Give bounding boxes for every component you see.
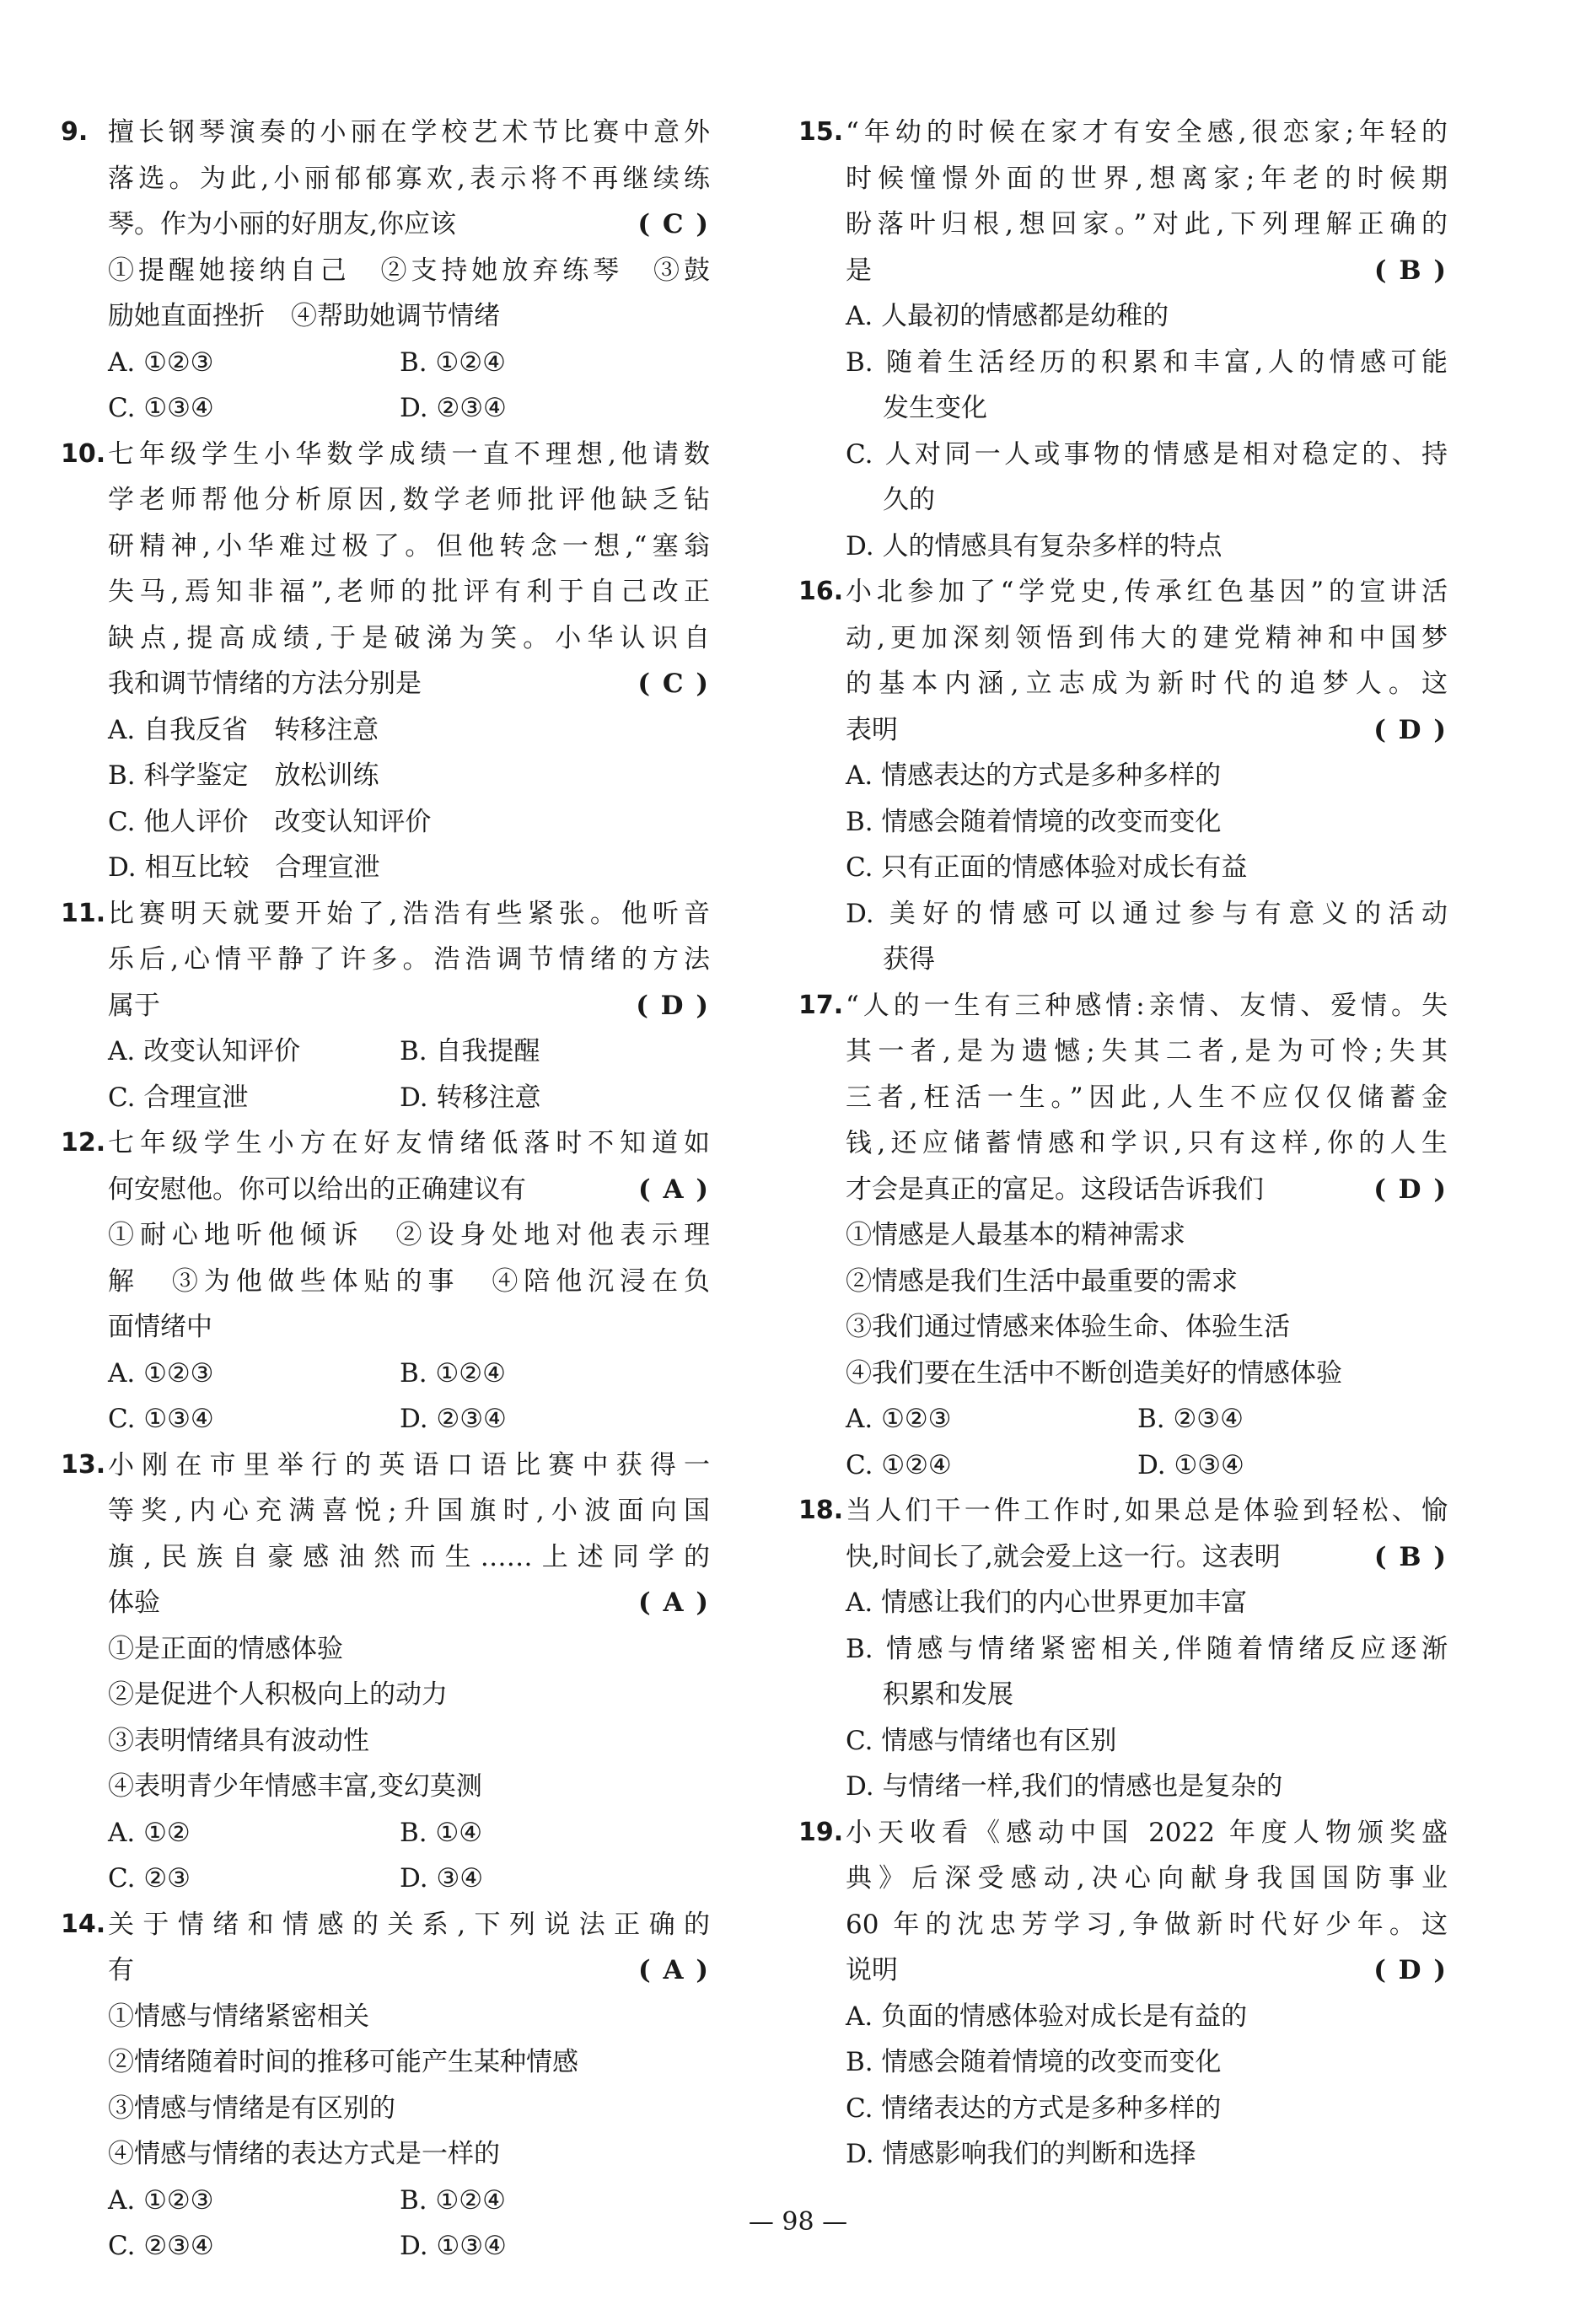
answer-mark: ( D ): [1373, 714, 1448, 745]
question-number: 9.: [61, 117, 89, 147]
question-stem-line: [798, 1947, 1448, 1994]
statement-line: ①提醒她接纳自己 ②支持她放弃练琴 ③鼓: [108, 255, 710, 286]
statement-line: ④表明青少年情感丰富,变幻莫测: [108, 1771, 482, 1802]
stem-text: 小刚在市里举行的英语口语比赛中获得一: [108, 1449, 710, 1480]
answer-mark: ( A ): [638, 1587, 710, 1618]
statement-line: 解 ③为他做些体贴的事 ④陪他沉浸在负: [108, 1265, 710, 1297]
option-line: 获得: [883, 944, 935, 975]
statement-line: ①耐心地听他倾诉 ②设身处地对他表示理: [108, 1220, 710, 1250]
options-row: [61, 1075, 710, 1121]
stem-text: 我和调节情绪的方法分别是: [108, 669, 422, 699]
statement-line: ②情绪随着时间的推移可能产生某种情感: [108, 2047, 578, 2077]
question: [61, 891, 710, 1121]
question-number: 16.: [798, 577, 844, 606]
option-line: C. 人对同一人或事物的情感是相对稳定的、持: [846, 438, 1448, 470]
question-number: 11.: [61, 898, 106, 928]
stem-text: 擅长钢琴演奏的小丽在学校艺术节比赛中意外: [108, 117, 710, 148]
question: [798, 110, 1448, 569]
question-stem-line: [798, 1902, 1448, 1948]
question-stem-line: [61, 661, 710, 707]
question-stem-line: [61, 983, 710, 1029]
option: D. ①③④: [400, 2231, 507, 2261]
option-line: B. 情感会随着情境的改变而变化: [846, 2047, 1222, 2077]
options-row: [798, 1442, 1448, 1489]
question-number: 19.: [798, 1817, 844, 1847]
option-line: B. 情感与情绪紧密相关,伴随着情绪反应逐渐: [846, 1633, 1448, 1664]
answer-mark: ( A ): [638, 1955, 710, 1985]
option-line: D. 与情绪一样,我们的情感也是复杂的: [846, 1771, 1283, 1802]
option: A. ①②: [108, 1817, 191, 1848]
question-stem-line: [61, 1947, 710, 1994]
stem-text: 当人们干一件工作时,如果总是体验到轻松、愉: [846, 1496, 1448, 1526]
options-row: [61, 1351, 710, 1397]
option: C. 合理宣泄: [108, 1082, 249, 1113]
question-stem-line: [798, 983, 1448, 1029]
question-stem-line: [798, 615, 1448, 662]
option: A. ①②③: [846, 1404, 952, 1434]
question: [61, 110, 710, 432]
question-stem-line: [61, 615, 710, 662]
option-line: A. 自我反省 转移注意: [108, 714, 379, 745]
question-stem-line: [61, 891, 710, 937]
question-stem-line: [798, 661, 1448, 707]
question-number: 18.: [798, 1496, 844, 1525]
option-line: A. 负面的情感体验对成长是有益的: [846, 2001, 1248, 2032]
stem-text: 时候憧憬外面的世界,想离家;年老的时候期: [846, 163, 1448, 194]
stem-text: “人的一生有三种感情:亲情、友情、爱情。失: [846, 990, 1448, 1021]
option: A. 改变认知评价: [108, 1036, 301, 1066]
option: D. ③④: [400, 1863, 484, 1894]
options-row: [798, 1396, 1448, 1442]
question: [798, 569, 1448, 983]
options-row: [61, 1810, 710, 1856]
statement-line: ③表明情绪具有波动性: [108, 1725, 369, 1756]
stem-text: 小天收看《感动中国 2022 年度人物颁奖盛: [846, 1817, 1448, 1848]
statement-line: ①情感与情绪紧密相关: [108, 2001, 369, 2032]
question-stem-line: [798, 1167, 1448, 1213]
stem-text: 钱,还应储蓄情感和学识,只有这样,你的人生: [846, 1128, 1448, 1158]
options-row: [61, 385, 710, 432]
option-line: A. 人最初的情感都是幼稚的: [846, 301, 1169, 331]
question-stem-line: [798, 1120, 1448, 1167]
question-stem-line: [798, 1075, 1448, 1121]
answer-mark: ( B ): [1373, 1541, 1448, 1572]
options-row: [61, 1396, 710, 1442]
question-stem-line: [61, 569, 710, 615]
option-line: D. 相互比较 合理宣泄: [108, 852, 380, 883]
question: [798, 1810, 1448, 2178]
option-line: C. 情绪表达的方式是多种多样的: [846, 2092, 1222, 2124]
stem-text: 研精神,小华难过极了。但他转念一想,“塞翁: [108, 530, 710, 561]
stem-text: 动,更加深刻领悟到伟大的建党精神和中国梦: [846, 622, 1448, 653]
question-number: 10.: [61, 438, 106, 469]
stem-text: 七年级学生小华数学成绩一直不理想,他请数: [108, 438, 710, 470]
question-stem-line: [798, 110, 1448, 156]
stem-text: “年幼的时候在家才有安全感,很恋家;年轻的: [846, 117, 1448, 148]
question-stem-line: [798, 1534, 1448, 1581]
question: [61, 1442, 710, 1902]
stem-text: 学老师帮他分析原因,数学老师批评他缺乏钻: [108, 485, 710, 515]
option-line: C. 只有正面的情感体验对成长有益: [846, 852, 1248, 883]
stem-text: 表明: [846, 714, 898, 745]
answer-mark: ( A ): [638, 1174, 710, 1205]
stem-text: 缺点,提高成绩,于是破涕为笑。小华认识自: [108, 622, 710, 653]
option: B. ①②④: [400, 346, 506, 378]
stem-text: 属于: [108, 990, 160, 1021]
option: C. ②③④: [108, 2231, 214, 2261]
question: [61, 1120, 710, 1442]
options-row: [61, 1029, 710, 1075]
option: A. ①②③: [108, 2184, 214, 2216]
statement-line: ①是正面的情感体验: [108, 1633, 343, 1664]
option: B. 自我提醒: [400, 1036, 540, 1066]
option: D. ①③④: [1137, 1449, 1244, 1480]
page-number: — 98 —: [748, 2207, 848, 2237]
option-line: 发生变化: [883, 393, 987, 423]
stem-text: 有: [108, 1955, 134, 1985]
options-row: [61, 340, 710, 386]
option-line: D. 美好的情感可以通过参与有意义的活动: [846, 898, 1448, 929]
question-stem-line: [61, 1167, 710, 1213]
answer-mark: ( D ): [1373, 1174, 1448, 1205]
statement-line: 励她直面挫折 ④帮助她调节情绪: [108, 301, 500, 331]
option: D. ②③④: [400, 393, 507, 423]
option: D. 转移注意: [400, 1082, 541, 1113]
statement-line: ②情感是我们生活中最重要的需求: [846, 1265, 1238, 1297]
stem-text: 典》后深受感动,决心向献身我国国防事业: [846, 1863, 1448, 1894]
option: B. ①④: [400, 1817, 483, 1848]
stem-text: 说明: [846, 1955, 898, 1985]
question-stem-line: [798, 156, 1448, 202]
option: D. ②③④: [400, 1404, 507, 1434]
stem-text: 旗,民族自豪感油然而生……上述同学的: [108, 1541, 710, 1572]
answer-mark: ( D ): [1373, 1955, 1448, 1985]
stem-text: 失马,焉知非福”,老师的批评有利于自己改正: [108, 577, 710, 607]
question-stem-line: [61, 1442, 710, 1489]
stem-text: 的基本内涵,立志成为新时代的追梦人。这: [846, 669, 1448, 699]
option: B. ①②④: [400, 1357, 506, 1389]
answer-mark: ( B ): [1373, 255, 1448, 286]
option-line: C. 他人评价 改变认知评价: [108, 806, 432, 837]
question-stem-line: [798, 569, 1448, 615]
statement-line: ③情感与情绪是有区别的: [108, 2092, 395, 2124]
option: C. ①③④: [108, 393, 214, 423]
statement-line: ④情感与情绪的表达方式是一样的: [108, 2139, 500, 2169]
answer-mark: ( C ): [637, 669, 710, 699]
option-line: D. 人的情感具有复杂多样的特点: [846, 530, 1223, 561]
option-line: 久的: [883, 485, 935, 515]
question-stem-line: [798, 1488, 1448, 1534]
stem-text: 快,时间长了,就会爱上这一行。这表明: [846, 1541, 1281, 1572]
question-stem-line: [61, 477, 710, 524]
question-stem-line: [61, 524, 710, 570]
option-line: B. 情感会随着情境的改变而变化: [846, 806, 1222, 837]
option-line: D. 情感影响我们的判断和选择: [846, 2139, 1196, 2169]
left-column: [61, 110, 710, 2270]
option-line: B. 科学鉴定 放松训练: [108, 760, 379, 791]
stem-text: 何安慰他。你可以给出的正确建议有: [108, 1174, 526, 1205]
stem-text: 三者,枉活一生。”因此,人生不应仅仅储蓄金: [846, 1082, 1448, 1113]
option: C. ①②④: [846, 1449, 952, 1480]
stem-text: 乐后,心情平静了许多。浩浩调节情绪的方法: [108, 944, 710, 975]
answer-mark: ( D ): [636, 990, 710, 1021]
stem-text: 60 年的沈忠芳学习,争做新时代好少年。这: [846, 1909, 1448, 1940]
stem-text: 落选。为此,小丽郁郁寡欢,表示将不再继续练: [108, 163, 710, 194]
answer-mark: ( C ): [637, 209, 710, 239]
statement-line: ②是促进个人积极向上的动力: [108, 1679, 448, 1710]
question-stem-line: [61, 1580, 710, 1626]
question-stem-line: [798, 707, 1448, 754]
statement-line: ①情感是人最基本的精神需求: [846, 1220, 1185, 1250]
stem-text: 小北参加了“学党史,传承红色基因”的宣讲活: [846, 577, 1448, 607]
stem-text: 其一者,是为遗憾;失其二者,是为可怜;失其: [846, 1036, 1448, 1066]
question-stem-line: [61, 937, 710, 983]
question: [798, 1488, 1448, 1810]
question-stem-line: [798, 1856, 1448, 1902]
statement-line: ④我们要在生活中不断创造美好的情感体验: [846, 1357, 1342, 1389]
stem-text: 比赛明天就要开始了,浩浩有些紧张。他听音: [108, 898, 710, 929]
question: [61, 432, 710, 891]
right-column: [798, 110, 1448, 2178]
question: [798, 983, 1448, 1489]
stem-text: 等奖,内心充满喜悦;升国旗时,小波面向国: [108, 1496, 710, 1526]
question-stem-line: [61, 1120, 710, 1167]
question-stem-line: [61, 432, 710, 478]
stem-text: 才会是真正的富足。这段话告诉我们: [846, 1174, 1264, 1205]
question-stem-line: [61, 201, 710, 248]
stem-text: 七年级学生小方在好友情绪低落时不知道如: [108, 1128, 710, 1158]
options-row: [61, 1856, 710, 1902]
statement-line: 面情绪中: [108, 1312, 212, 1342]
question-stem-line: [61, 1488, 710, 1534]
option: C. ②③: [108, 1863, 191, 1894]
stem-text: 关于情绪和情感的关系,下列说法正确的: [108, 1909, 710, 1940]
stem-text: 是: [846, 255, 872, 286]
option: B. ①②④: [400, 2184, 506, 2216]
question-stem-line: [61, 1902, 710, 1948]
option: A. ①②③: [108, 346, 214, 378]
option-line: A. 情感让我们的内心世界更加丰富: [846, 1587, 1248, 1618]
question-number: 14.: [61, 1909, 106, 1939]
option: B. ②③④: [1137, 1404, 1244, 1434]
question-stem-line: [61, 110, 710, 156]
question-stem-line: [798, 1810, 1448, 1856]
question-stem-line: [61, 156, 710, 202]
option-line: A. 情感表达的方式是多种多样的: [846, 760, 1222, 791]
question-stem-line: [798, 1029, 1448, 1075]
question-number: 15.: [798, 117, 844, 147]
option-line: 积累和发展: [883, 1679, 1013, 1710]
stem-text: 盼落叶归根,想回家。”对此,下列理解正确的: [846, 209, 1448, 239]
option: A. ①②③: [108, 1357, 214, 1389]
question-number: 12.: [61, 1128, 106, 1158]
question-number: 17.: [798, 990, 844, 1020]
statement-line: ③我们通过情感来体验生命、体验生活: [846, 1312, 1290, 1342]
option-line: B. 随着生活经历的积累和丰富,人的情感可能: [846, 346, 1448, 378]
question-stem-line: [798, 201, 1448, 248]
option-line: C. 情感与情绪也有区别: [846, 1725, 1117, 1756]
question-stem-line: [798, 248, 1448, 294]
option: C. ①③④: [108, 1404, 214, 1434]
question-number: 13.: [61, 1449, 106, 1480]
question-stem-line: [61, 1534, 710, 1581]
stem-text: 琴。作为小丽的好朋友,你应该: [108, 209, 456, 239]
stem-text: 体验: [108, 1587, 160, 1618]
